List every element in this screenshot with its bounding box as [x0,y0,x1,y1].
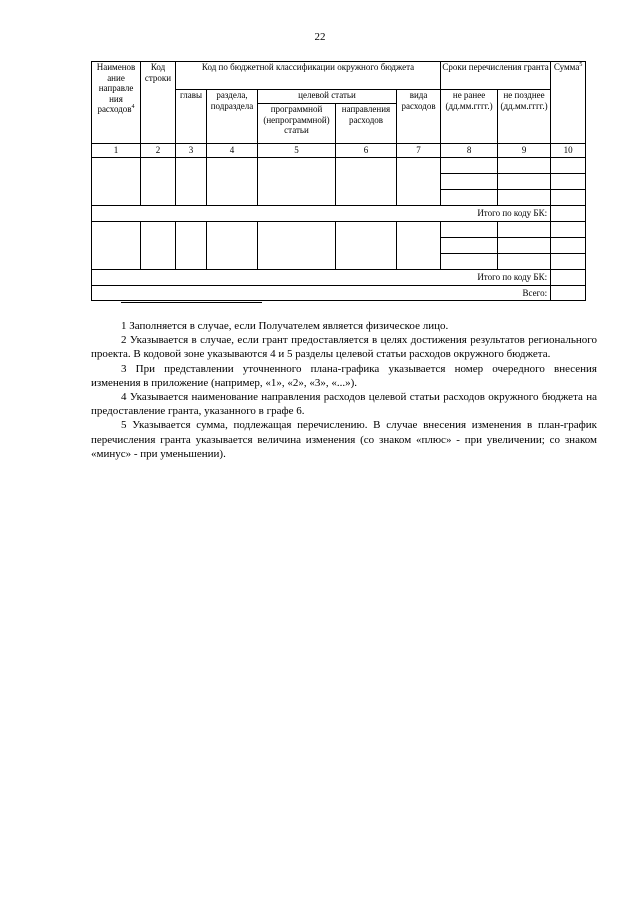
column-number: 1 [92,144,141,158]
header-expense-type: вида расходов [397,90,441,144]
total-label: Всего: [92,286,551,301]
footnotes [91,319,597,461]
header-sum: Сумма$^5$ [551,62,586,144]
header-chapter: главы [176,90,207,144]
column-number: 4 [207,144,258,158]
column-number: 3 [176,144,207,158]
column-numbers-row [92,144,586,158]
footnote-3: 3 При представлении уточненного плана-графика указывается номер очередного внесения изменения в приложение (например, «1», «2», «3», «...»). [91,362,597,389]
footnote-5: 5 Указывается сумма, подлежащая перечислению. В случае внесения изменения в план-график перечисления гранта указывается величина изменения (со знаком «плюс» - при увеличении; со знаком «минус» - при уменьшении). [91,419,597,460]
footnote-separator [121,302,262,303]
subtotal-label: Итого по коду БК: [92,270,551,286]
header-line-code: Код строки [141,62,176,144]
header-target-article: целевой статьи [258,90,397,104]
subtotal-row [92,270,586,286]
footnote-4: 4 Указывается наименование направления расходов целевой статьи расходов окружного бюджета на предоставление гранта, указанного в графе 6. [91,391,597,418]
column-number: 6 [336,144,397,158]
header-budget-classification: Код по бюджетной классификации окружного бюджета [176,62,441,90]
footnote-1: 1 Заполняется в случае, если Получателем является физическое лицо. [121,320,449,332]
column-number: 5 [258,144,336,158]
column-number: 7 [397,144,441,158]
grant-schedule-table [91,61,586,301]
header-direction-name: Наименов ание направле ния расходов$^4$ [92,62,141,144]
header-section: раздела, подраздела [207,90,258,144]
table-row [92,158,586,174]
page-number: 22 [314,31,326,43]
subtotal-row [92,206,586,222]
header-not-later: не позднее (дд.мм.гггг.) [498,90,551,144]
column-number: 8 [441,144,498,158]
column-number: 2 [141,144,176,158]
table-row [92,222,586,238]
footnote-2: 2 Указывается в случае, если грант предоставляется в целях достижения результатов регионального проекта. В кодовой зоне указываются 4 и 5 разделы целевой статьи расходов окружного бюджета. [91,334,597,361]
header-transfer-terms: Сроки перечисления гранта [441,62,551,90]
column-number: 10 [551,144,586,158]
total-row [92,286,586,301]
header-not-earlier: не ранее (дд.мм.гггг.) [441,90,498,144]
header-program-article: программной (непрограммной) статьи [258,104,336,144]
header-expense-direction: направления расходов [336,104,397,144]
column-number: 9 [498,144,551,158]
subtotal-label: Итого по коду БК: [92,206,551,222]
